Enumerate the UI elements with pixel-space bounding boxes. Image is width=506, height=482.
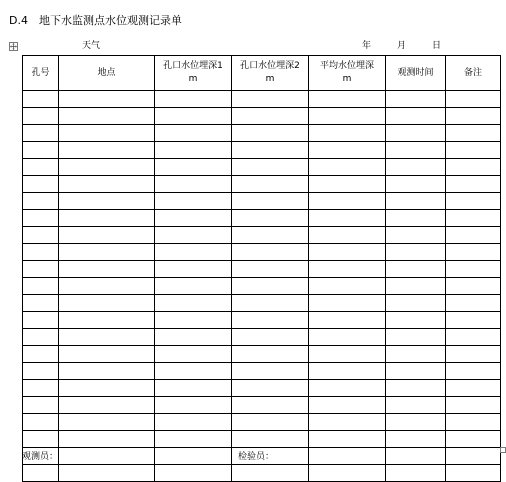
table-cell[interactable] — [386, 346, 446, 363]
table-row — [23, 210, 501, 227]
table-row — [23, 227, 501, 244]
table-cell[interactable] — [309, 108, 386, 125]
column-header-hole-id — [23, 56, 59, 91]
table-cell[interactable] — [386, 210, 446, 227]
table-cell[interactable] — [232, 295, 309, 312]
table-cell[interactable] — [23, 244, 59, 261]
table-cell[interactable] — [23, 329, 59, 346]
table-row — [23, 363, 501, 380]
table-cell[interactable] — [386, 125, 446, 142]
table-cell[interactable] — [232, 414, 309, 431]
table-cell[interactable] — [309, 380, 386, 397]
table-cell[interactable] — [23, 465, 59, 482]
table-cell[interactable] — [155, 142, 232, 159]
table-cell[interactable] — [155, 210, 232, 227]
table-row — [23, 91, 501, 108]
table-cell[interactable] — [446, 397, 501, 414]
table-cell[interactable] — [446, 91, 501, 108]
table-cell[interactable] — [23, 414, 59, 431]
table-cell[interactable] — [59, 278, 155, 295]
table-cell[interactable] — [309, 312, 386, 329]
table-cell[interactable] — [155, 278, 232, 295]
table-cell[interactable] — [386, 397, 446, 414]
table-resize-handle-icon[interactable] — [500, 447, 506, 453]
table-cell[interactable] — [155, 448, 232, 465]
table-row — [23, 431, 501, 448]
table-cell[interactable] — [59, 125, 155, 142]
table-cell[interactable] — [309, 193, 386, 210]
table-cell[interactable] — [155, 176, 232, 193]
table-cell[interactable] — [59, 329, 155, 346]
table-cell[interactable] — [59, 380, 155, 397]
table-cell[interactable] — [23, 380, 59, 397]
table-cell[interactable] — [386, 227, 446, 244]
table-cell[interactable] — [155, 227, 232, 244]
table-cell[interactable] — [309, 91, 386, 108]
table-cell[interactable] — [446, 227, 501, 244]
table-cell[interactable] — [59, 193, 155, 210]
table-cell[interactable] — [23, 278, 59, 295]
table-cell[interactable] — [59, 414, 155, 431]
table-cell[interactable] — [232, 329, 309, 346]
table-cell[interactable] — [59, 227, 155, 244]
table-cell[interactable] — [446, 278, 501, 295]
table-cell[interactable] — [23, 363, 59, 380]
table-cell[interactable] — [155, 431, 232, 448]
table-cell[interactable] — [155, 261, 232, 278]
year-label: 年 — [362, 41, 372, 51]
weather-label: 天气 — [82, 41, 101, 51]
table-cell[interactable] — [232, 193, 309, 210]
table-row — [23, 176, 501, 193]
table-cell[interactable] — [386, 142, 446, 159]
table-header-row — [23, 56, 501, 91]
table-cell[interactable] — [155, 91, 232, 108]
table-cell[interactable] — [386, 414, 446, 431]
table-cell[interactable] — [446, 431, 501, 448]
table-move-handle-icon[interactable] — [9, 42, 18, 51]
column-header-text: 孔口水位埋深2 — [240, 61, 300, 71]
table-row — [23, 465, 501, 482]
table-cell[interactable] — [232, 380, 309, 397]
table-cell[interactable] — [386, 380, 446, 397]
table-cell[interactable] — [386, 312, 446, 329]
table-cell[interactable] — [59, 244, 155, 261]
table-cell[interactable] — [386, 295, 446, 312]
table-cell[interactable] — [232, 210, 309, 227]
column-header-unit: m — [188, 74, 198, 84]
table-cell[interactable] — [59, 431, 155, 448]
month-label: 月 — [397, 41, 407, 51]
table-cell[interactable] — [446, 295, 501, 312]
table-cell[interactable] — [232, 465, 309, 482]
table-cell[interactable] — [446, 380, 501, 397]
table-cell[interactable] — [309, 142, 386, 159]
table-cell[interactable] — [59, 312, 155, 329]
table-cell[interactable] — [386, 448, 446, 465]
table-row — [23, 193, 501, 210]
table-cell[interactable] — [23, 312, 59, 329]
table-cell[interactable] — [309, 329, 386, 346]
table-cell[interactable] — [446, 193, 501, 210]
table-cell[interactable] — [59, 397, 155, 414]
column-header-text: 观测时间 — [397, 67, 434, 78]
column-header-text: 孔口水位埋深1 — [163, 61, 223, 71]
table-cell[interactable] — [309, 346, 386, 363]
table-cell[interactable] — [309, 176, 386, 193]
table-cell[interactable] — [59, 295, 155, 312]
table-row — [23, 346, 501, 363]
table-cell[interactable] — [309, 125, 386, 142]
column-header-average-depth — [309, 56, 386, 91]
column-header-unit: m — [342, 74, 352, 84]
table-cell[interactable] — [59, 108, 155, 125]
table-cell[interactable] — [309, 465, 386, 482]
table-cell[interactable] — [232, 176, 309, 193]
column-header-location — [59, 56, 155, 91]
table-row — [23, 261, 501, 278]
table-cell[interactable] — [386, 465, 446, 482]
table-cell[interactable] — [155, 193, 232, 210]
table-cell[interactable] — [386, 261, 446, 278]
table-cell[interactable] — [386, 244, 446, 261]
table-cell[interactable] — [23, 176, 59, 193]
table-row — [23, 295, 501, 312]
table-row — [23, 108, 501, 125]
table-cell[interactable] — [309, 210, 386, 227]
table-cell[interactable] — [59, 176, 155, 193]
table-cell[interactable] — [155, 125, 232, 142]
water-level-record-table — [22, 55, 501, 482]
table-row — [23, 380, 501, 397]
table-cell[interactable] — [386, 159, 446, 176]
table-cell[interactable] — [59, 210, 155, 227]
table-cell[interactable] — [309, 244, 386, 261]
table-row — [23, 312, 501, 329]
table-cell[interactable] — [386, 176, 446, 193]
table-cell[interactable] — [23, 210, 59, 227]
table-cell[interactable] — [23, 125, 59, 142]
table-cell[interactable] — [309, 278, 386, 295]
table-body — [23, 91, 501, 482]
table-cell[interactable] — [232, 108, 309, 125]
table-cell[interactable] — [446, 142, 501, 159]
table-row — [23, 414, 501, 431]
table-cell[interactable] — [23, 261, 59, 278]
observer-label: 观测员： — [22, 452, 59, 462]
column-header-text: 平均水位埋深 — [319, 61, 374, 71]
table-cell[interactable] — [59, 346, 155, 363]
table-cell[interactable] — [155, 397, 232, 414]
table-cell[interactable] — [23, 295, 59, 312]
table-cell[interactable] — [23, 91, 59, 108]
table-cell[interactable] — [23, 346, 59, 363]
table-cell[interactable] — [446, 465, 501, 482]
table-cell[interactable] — [59, 465, 155, 482]
table-cell[interactable] — [446, 312, 501, 329]
table-cell[interactable] — [232, 278, 309, 295]
table-cell[interactable] — [232, 261, 309, 278]
table-cell[interactable] — [59, 448, 155, 465]
table-cell[interactable] — [446, 244, 501, 261]
table-cell[interactable] — [155, 465, 232, 482]
table-cell[interactable] — [309, 227, 386, 244]
table-cell[interactable] — [155, 414, 232, 431]
table-cell[interactable] — [59, 261, 155, 278]
table-cell[interactable] — [446, 261, 501, 278]
table-row — [23, 159, 501, 176]
table-cell[interactable] — [232, 363, 309, 380]
table-cell[interactable] — [232, 142, 309, 159]
table-cell[interactable] — [446, 125, 501, 142]
column-header-text: 备注 — [463, 67, 482, 78]
table-cell[interactable] — [155, 295, 232, 312]
table-cell[interactable] — [446, 159, 501, 176]
table-cell[interactable] — [155, 329, 232, 346]
table-cell[interactable] — [446, 210, 501, 227]
table-cell[interactable] — [23, 431, 59, 448]
table-row — [23, 142, 501, 159]
table-cell[interactable] — [446, 108, 501, 125]
table-cell[interactable] — [386, 431, 446, 448]
table-cell[interactable] — [155, 159, 232, 176]
table-cell[interactable] — [155, 244, 232, 261]
table-cell[interactable] — [386, 363, 446, 380]
table-cell[interactable] — [446, 414, 501, 431]
table-cell[interactable] — [155, 108, 232, 125]
checker-label: 检验员： — [238, 452, 275, 462]
table-cell[interactable] — [386, 91, 446, 108]
document-title: D.4 地下水监测点水位观测记录单 — [9, 14, 182, 27]
table-cell[interactable] — [309, 295, 386, 312]
column-header-depth-1 — [155, 56, 232, 91]
table-cell[interactable] — [386, 278, 446, 295]
table-cell[interactable] — [446, 346, 501, 363]
column-header-observation-time — [386, 56, 446, 91]
table-cell[interactable] — [23, 159, 59, 176]
table-row — [23, 125, 501, 142]
table-cell[interactable] — [232, 397, 309, 414]
table-cell[interactable] — [59, 91, 155, 108]
table-cell[interactable] — [446, 329, 501, 346]
table-cell[interactable] — [23, 142, 59, 159]
table-cell[interactable] — [155, 312, 232, 329]
table-cell[interactable] — [23, 193, 59, 210]
table-cell[interactable] — [232, 346, 309, 363]
table-row — [23, 278, 501, 295]
day-label: 日 — [432, 41, 442, 51]
column-header-text: 孔号 — [31, 67, 50, 78]
table-cell[interactable] — [155, 380, 232, 397]
column-header-depth-2 — [232, 56, 309, 91]
column-header-text: 地点 — [97, 67, 116, 78]
table-cell[interactable] — [23, 397, 59, 414]
table-cell[interactable] — [232, 159, 309, 176]
table-cell[interactable] — [232, 431, 309, 448]
table-cell[interactable] — [155, 363, 232, 380]
table-cell[interactable] — [309, 159, 386, 176]
table-cell[interactable] — [446, 176, 501, 193]
table-cell[interactable] — [309, 431, 386, 448]
table-cell[interactable] — [309, 414, 386, 431]
table-cell[interactable] — [155, 346, 232, 363]
table-cell[interactable] — [309, 363, 386, 380]
table-cell[interactable] — [446, 448, 501, 465]
table-cell[interactable] — [386, 108, 446, 125]
table-row — [23, 397, 501, 414]
table-cell[interactable] — [232, 244, 309, 261]
table-cell[interactable] — [23, 227, 59, 244]
column-header-remarks — [446, 56, 501, 91]
table-cell[interactable] — [232, 312, 309, 329]
table-row — [23, 329, 501, 346]
table-row — [23, 244, 501, 261]
table-cell[interactable] — [59, 159, 155, 176]
table-cell[interactable] — [446, 363, 501, 380]
table-cell[interactable] — [386, 193, 446, 210]
table-cell[interactable] — [59, 142, 155, 159]
table-cell[interactable] — [309, 448, 386, 465]
table-cell[interactable] — [309, 397, 386, 414]
table-cell[interactable] — [232, 125, 309, 142]
table-cell[interactable] — [23, 108, 59, 125]
table-cell[interactable] — [386, 329, 446, 346]
column-header-unit: m — [265, 74, 275, 84]
table-cell[interactable] — [59, 363, 155, 380]
table-cell[interactable] — [232, 91, 309, 108]
table-cell[interactable] — [309, 261, 386, 278]
table-cell[interactable] — [232, 227, 309, 244]
